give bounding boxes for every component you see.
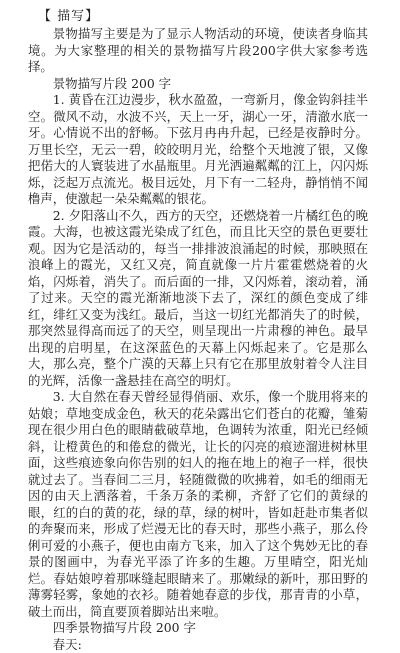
intro-paragraph: 景物描写主要是为了显示人物活动的环境，使读者身临其境。为大家整理的相关的景物描写片段200字供大家参考选择。 — [28, 26, 368, 76]
season-label: 春天: — [28, 637, 368, 653]
paragraph-3: 3. 大自然在春天曾经显得俏丽、欢乐，像一个胧用将来的姑娘；草地变成金色，秋天的花朵露出它们苍白的花瓣，雏菊现在很少用白色的眼睛截破草地，色调转为浓重，阳光已经倾斜，让橙黄色的和倦怠的微光，让长的闪亮的痕迹溜进树林里面，这些痕迹象向你告别的妇人的拖在地上的袍子一样，很快就过去了。当春间二三月，轻随微微的吹拂着，如毛的细雨无因的由天上洒落着，千条万条的柔柳，齐舒了它们的黄绿的眼，红的白的黄的花，绿的草，绿的树叶，皆如赶赴市集者似的奔聚而来，形成了烂漫无比的春天时，那些小燕子，那么伶俐可爱的小燕子，便也由南方飞来，加入了这个隽妙无比的春景的图画中，为春光平添了许多的生趣。万里晴空，阳光灿烂。春姑娘哼着那咪缝起眼睛来了。那嫩绿的新叶，那田野的薄雾轻雾，象她的衣衫。随着她春意的步伐，那青青的小草，破土而出，简直要顶着脚站出来啦。 — [28, 389, 368, 620]
section2-heading: 四季景物描写片段 200 字 — [28, 620, 368, 637]
section-heading: 景物描写片段 200 字 — [28, 76, 368, 93]
document-title: 【 描写】 — [38, 8, 368, 26]
paragraph-1: 1. 黄昏在江边漫步，秋水盈盈，一弯新月，像金钩斜挂半空。微风不动，水波不兴，天上一牙，湖心一牙，清澈水底一牙。心情说不出的舒畅。下弦月冉冉升起，已经是夜静时分。万里长空，无云一碧，皎皎明月光，给整个天地渡了银，又像把偌大的人寰装进了水晶瓶里。月光洒遍粼粼的江上，闪闪烁烁，泛起万点流光。极目远处，月下有一二轻舟，静悄悄不闻橹声，使激起一朵朵粼粼的银花。 — [28, 92, 368, 208]
paragraph-2: 2. 夕阳落山不久，西方的天空，还燃烧着一片橘红色的晚霞。大海，也被这霞光染成了红色，而且比天空的景色更要壮观。因为它是活动的，每当一排排波浪涌起的时候，那映照在浪峰上的霞光，又红又亮，简直就像一片片霍霍燃烧着的火焰，闪烁着，消失了。而后面的一排，又闪烁着，滚动着，涌了过来。天空的霞光渐渐地淡下去了，深红的颜色变成了绯红，绯红又变为浅红。最后，当这一切红光都消失了的时候，那突然显得高而远了的天空，则呈现出一片肃穆的神色。最早出现的启明星，在这深蓝色的天幕上闪烁起来了。它是那么大，那么亮，整个广漠的天幕上只有它在那里放射着令人注目的光辉，活像一盏悬挂在高空的明灯。 — [28, 208, 368, 390]
